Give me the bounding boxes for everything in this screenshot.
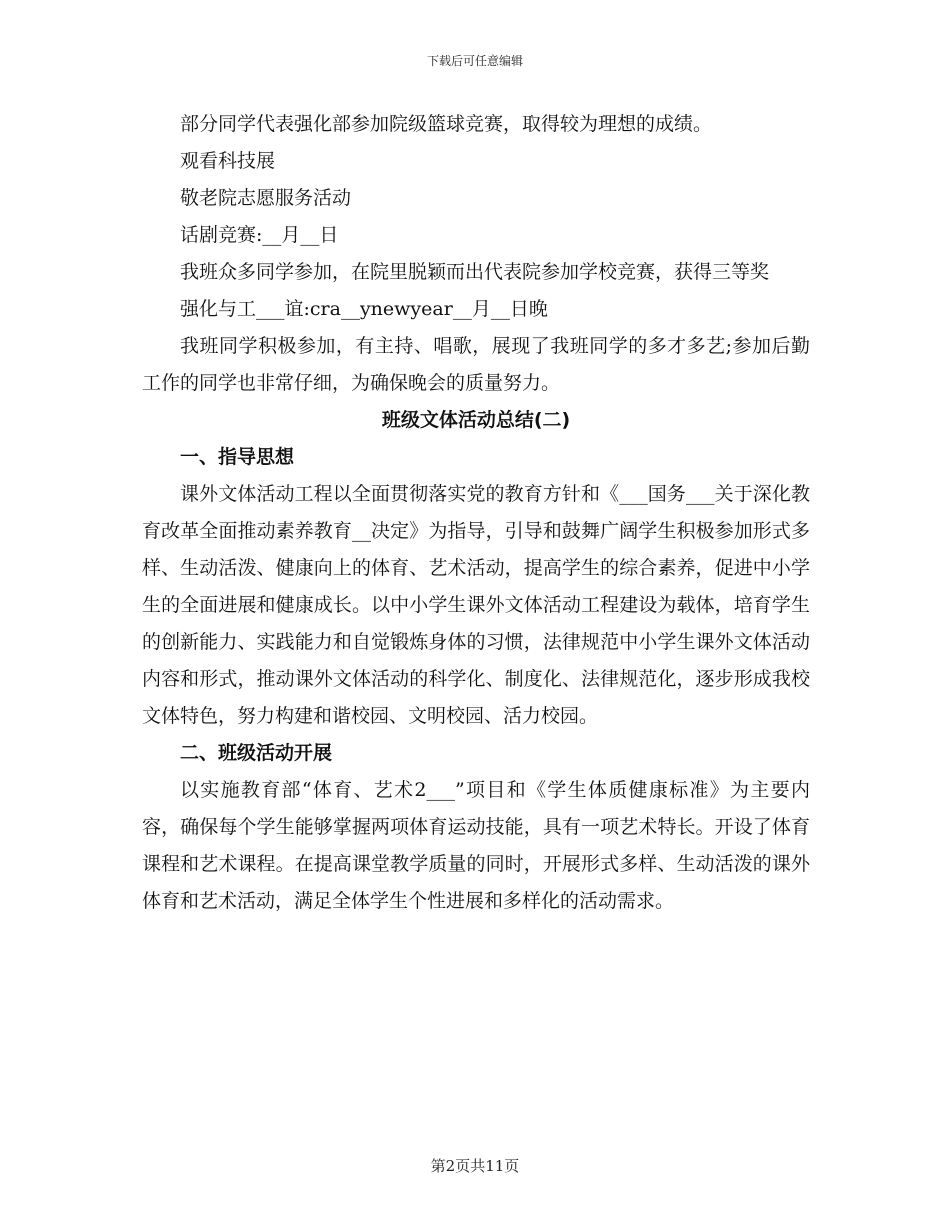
paragraph-newyear-date: 强化与工___谊:cra__ynewyear__月__日晚: [180, 298, 548, 320]
page-header: 下载后可任意编辑: [426, 54, 523, 68]
section-title: 班级文体活动总结(二): [381, 409, 571, 431]
paragraph-guiding-thought: 课外文体活动工程以全面贯彻落实党的教育方针和《___国务___关于深化教育改革全面推动素养教育__决定》为指导，引导和鼓舞广阔学生积极参加形式多样、生动活泼、健康向上的体育、艺术活动，提高学生的综合素养，促进中小学生的全面进展和健康成长。以中小学生课外文体活动工程建设为载体，培育学生的创新能力、实践能力和自觉锻炼身体的习惯，法律规范中小学生课外文体活动内容和形式，推动课外文体活动的科学化、制度化、法律规范化，逐步形成我校文体特色，努力构建和谐校园、文明校园、活力校园。: [142, 483, 810, 727]
paragraph-newyear-result: 我班同学积极参加，有主持、唱歌，展现了我班同学的多才多艺;参加后勤工作的同学也非常仔细，为确保晚会的质量努力。: [142, 335, 810, 394]
heading-guiding-thought: 一、指导思想: [180, 446, 295, 468]
paragraph-drama-date: 话剧竞赛:__月__日: [180, 224, 339, 246]
heading-class-activities: 二、班级活动开展: [180, 742, 333, 764]
paragraph-volunteer: 敬老院志愿服务活动: [180, 187, 352, 209]
paragraph-basketball: 部分同学代表强化部参加院级篮球竞赛，取得较为理想的成绩。: [180, 113, 713, 135]
page-number: 第2页共11页: [430, 1157, 520, 1175]
paragraph-class-activities: 以实施教育部“体育、艺术2___”项目和《学生体质健康标准》为主要内容，确保每个学生能够掌握两项体育运动技能，具有一项艺术特长。开设了体育课程和艺术课程。在提高课堂教学质量的同时，开展形式多样、生动活泼的课外体育和艺术活动，满足全体学生个性进展和多样化的活动需求。: [142, 779, 810, 912]
paragraph-drama-result: 我班众多同学参加，在院里脱颖而出代表院参加学校竞赛，获得三等奖: [180, 261, 770, 283]
document-body: [142, 106, 810, 920]
paragraph-tech-exhibit: 观看科技展: [180, 150, 276, 172]
